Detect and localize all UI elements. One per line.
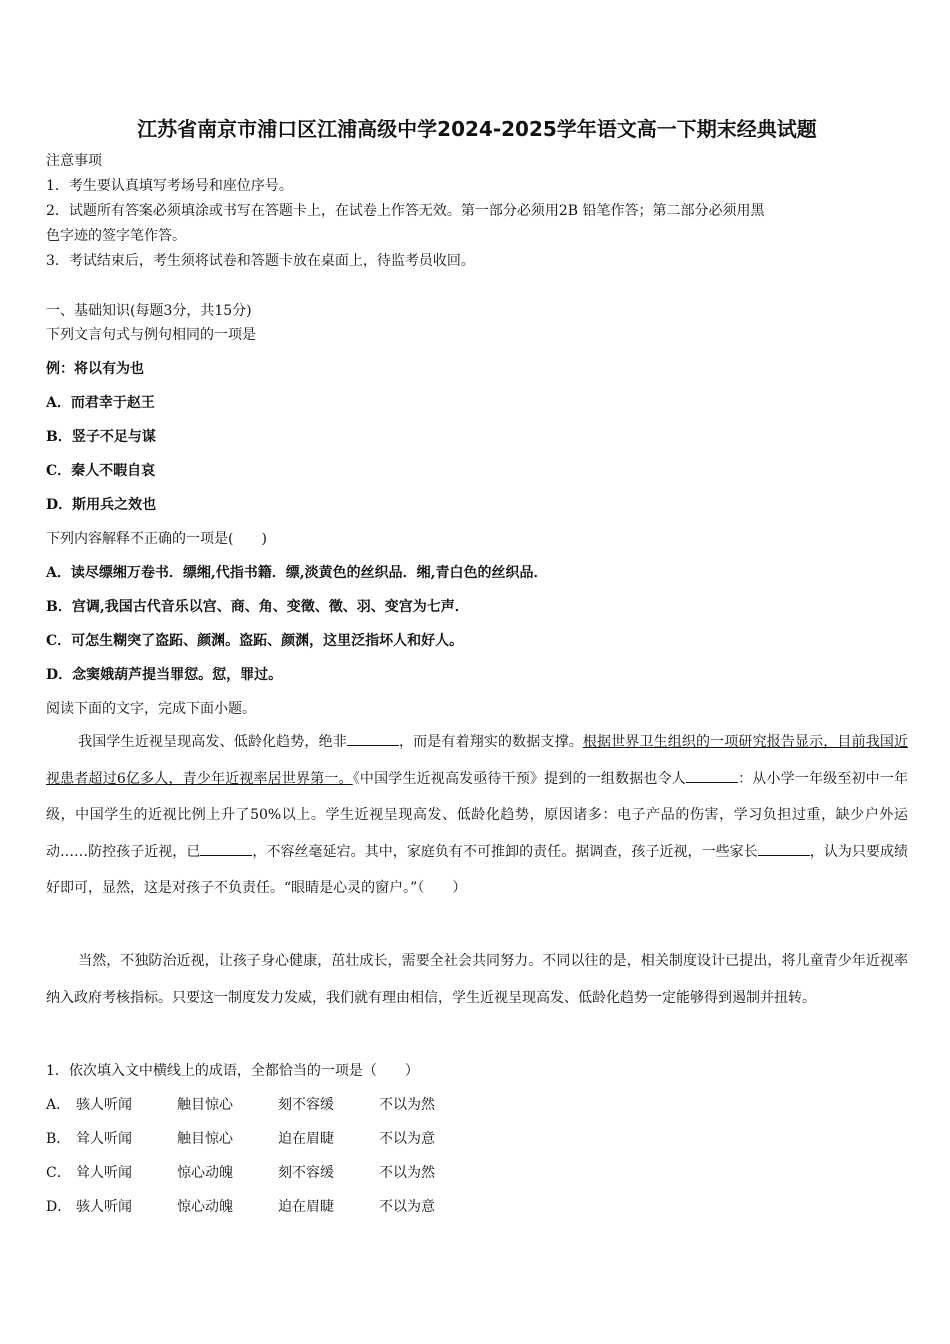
option-idiom: 耸人听闻 bbox=[76, 1131, 132, 1147]
exam-title: 江苏省南京市浦口区江浦高级中学2024-2025学年语文高一下期末经典试题 bbox=[137, 117, 817, 141]
option-c: C．秦人不暇自哀 bbox=[46, 463, 156, 479]
option-idiom: 骇人听闻 bbox=[76, 1199, 132, 1215]
underlined-sentence: 根据世界卫生组织的一项研究报告显示，目前我国近视患者超过6亿多人，青少年近视率居世界第一。 bbox=[46, 734, 909, 787]
option-idiom: 触目惊心 bbox=[177, 1131, 233, 1147]
option-idiom: 惊心动魄 bbox=[177, 1199, 233, 1215]
option-idiom: 惊心动魄 bbox=[177, 1165, 233, 1181]
fill-blank bbox=[347, 731, 399, 746]
option-label: B． bbox=[46, 1131, 71, 1147]
question-stem: 下列文言句式与例句相同的一项是 bbox=[46, 327, 256, 343]
question-stem: 下列内容解释不正确的一项是( ) bbox=[46, 531, 267, 547]
reading-intro: 阅读下面的文字，完成下面小题。 bbox=[46, 701, 256, 717]
section-heading: 一、基础知识(每题3分，共15分) bbox=[46, 303, 252, 319]
notice-item: 3．考试结束后，考生须将试卷和答题卡放在桌面上，待监考员收回。 bbox=[46, 253, 475, 269]
fill-blank bbox=[200, 841, 252, 856]
reading-paragraph-2 bbox=[46, 943, 908, 1016]
notice-item: 1．考生要认真填写考场号和座位序号。 bbox=[46, 178, 293, 194]
option-a: A．而君幸于赵王 bbox=[46, 395, 155, 411]
option-c: C．可怎生糊突了盗跖、颜渊。盗跖、颜渊，这里泛指坏人和好人。 bbox=[46, 633, 464, 649]
option-idiom: 刻不容缓 bbox=[278, 1097, 334, 1113]
option-label: A． bbox=[46, 1097, 71, 1113]
fill-blank bbox=[686, 768, 738, 783]
option-idiom: 迫在眉睫 bbox=[278, 1199, 334, 1215]
option-idiom: 耸人听闻 bbox=[76, 1165, 132, 1181]
option-row-c bbox=[46, 1163, 480, 1183]
option-row-d bbox=[46, 1197, 480, 1217]
example-sentence: 例：将以有为也 bbox=[46, 361, 144, 377]
option-label: D． bbox=[46, 1199, 72, 1215]
option-label: C． bbox=[46, 1165, 71, 1181]
option-d: D．念窦娥葫芦提当罪愆。愆，罪过。 bbox=[46, 667, 283, 683]
option-idiom: 骇人听闻 bbox=[76, 1097, 132, 1113]
option-idiom: 触目惊心 bbox=[177, 1097, 233, 1113]
passage-text: ：从小学一年级至初中一年级，中国学生的近视比例上升了50%以上。学生近视呈现高发、低龄化趋势，原因诸多：电子产品的伤害，学习负担过重，缺少户外运动……防控孩子近视，已 bbox=[46, 770, 909, 860]
reading-paragraph-1 bbox=[46, 724, 908, 907]
option-b: B．竖子不足与谋 bbox=[46, 429, 156, 445]
option-idiom: 不以为意 bbox=[379, 1131, 435, 1147]
option-row-a bbox=[46, 1095, 480, 1115]
option-idiom: 迫在眉睫 bbox=[278, 1131, 334, 1147]
option-b: B．宫调,我国古代音乐以宫、商、角、变徵、徵、羽、变宫为七声． bbox=[46, 599, 469, 615]
notice-item: 2．试题所有答案必须填涂或书写在答题卡上，在试卷上作答无效。第一部分必须用2B 铅笔作答；第二部分必须用黑 bbox=[46, 203, 765, 219]
passage-text: 《中国学生近视高发亟待干预》提到的一组数据也令人 bbox=[352, 770, 686, 787]
passage-text: 我国学生近视呈现高发、低龄化趋势，绝非 bbox=[78, 734, 347, 750]
passage-text: 当然，不独防治近视，让孩子身心健康，茁壮成长，需要全社会共同努力。不同以往的是，相关制度设计已提出，将儿童青少年近视率纳入政府考核指标。只要这一制度发力发威，我们就有理由相信，学生近视呈现高发、低龄化趋势一定能够得到遏制并扭转。 bbox=[46, 953, 908, 1006]
fill-blank bbox=[758, 841, 810, 856]
notice-heading: 注意事项 bbox=[46, 153, 102, 169]
option-idiom: 不以为然 bbox=[379, 1097, 435, 1113]
option-idiom: 不以为然 bbox=[379, 1165, 435, 1181]
option-a: A．读尽缥缃万卷书．缥缃,代指书籍．缥,淡黄色的丝织品．缃,青白色的丝织品． bbox=[46, 565, 548, 581]
question-stem: 1．依次填入文中横线上的成语，全都恰当的一项是（ ） bbox=[46, 1063, 419, 1079]
option-idiom: 不以为意 bbox=[379, 1199, 435, 1215]
passage-text: ，认为只要成绩好即可，显然，这是对孩子不负责任。“眼睛是心灵的窗户。”（ ） bbox=[46, 843, 909, 896]
option-idiom: 刻不容缓 bbox=[278, 1165, 334, 1181]
notice-item: 色字迹的签字笔作答。 bbox=[46, 228, 186, 244]
passage-text: ，而是有着翔实的数据支撑。 bbox=[398, 734, 583, 750]
passage-text: ，不容丝毫延宕。其中，家庭负有不可推卸的责任。据调查，孩子近视，一些家长 bbox=[252, 843, 758, 860]
option-d: D．斯用兵之效也 bbox=[46, 497, 157, 513]
option-row-b bbox=[46, 1129, 480, 1149]
